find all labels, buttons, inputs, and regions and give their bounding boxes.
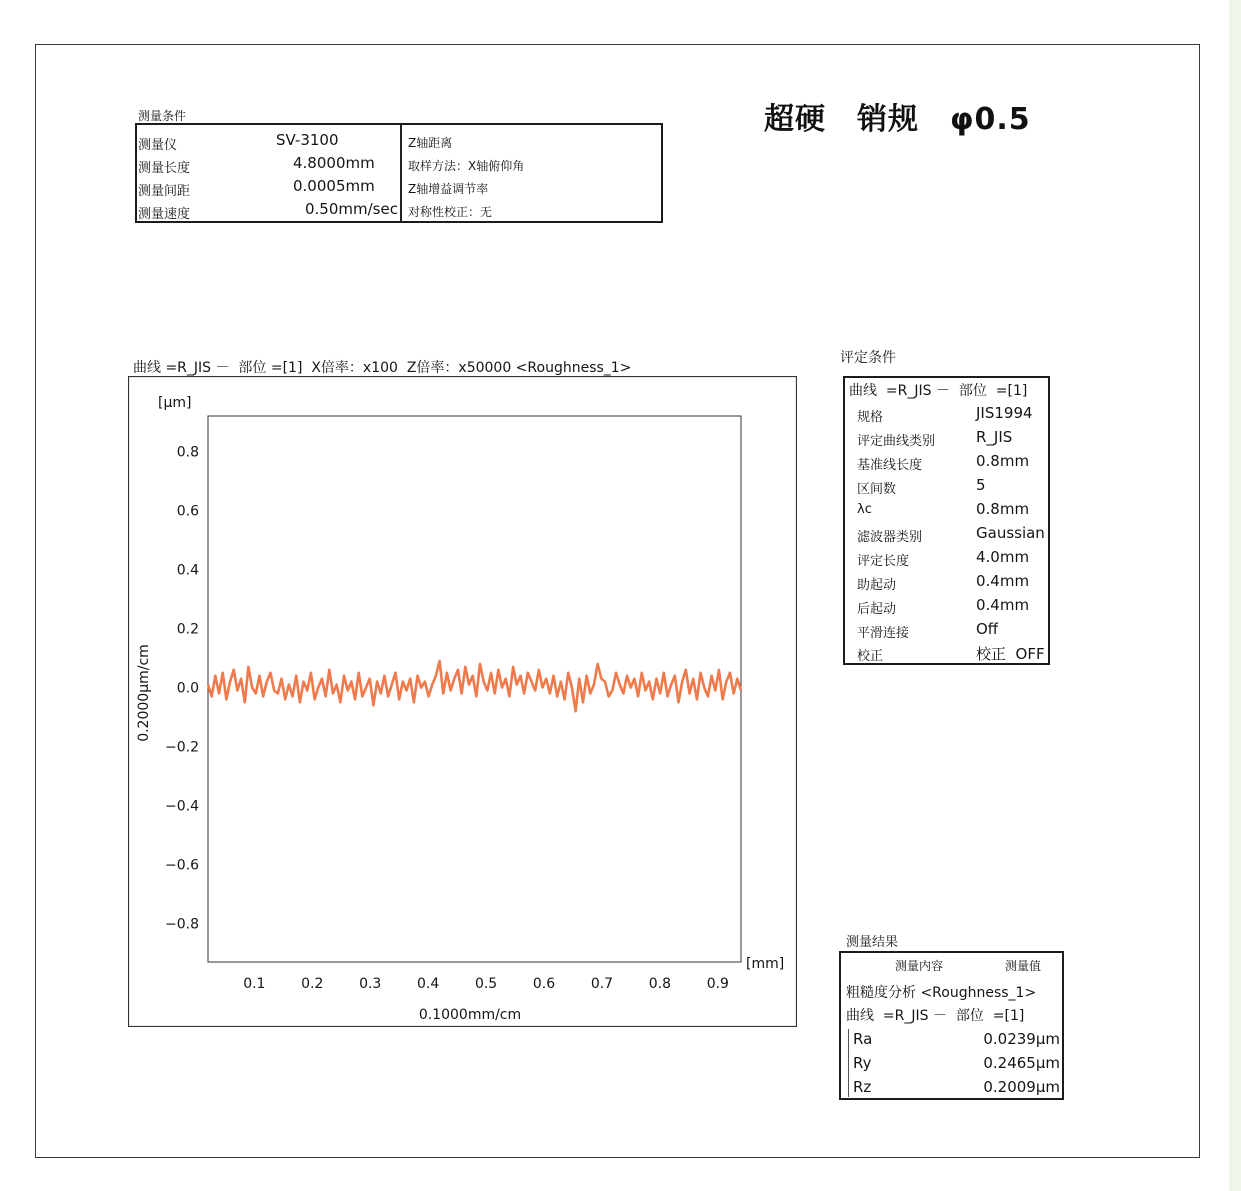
condition-note: Z轴距离 bbox=[408, 136, 453, 150]
conditions-heading: 测量条件 bbox=[138, 109, 187, 123]
x-tick-labels bbox=[243, 976, 729, 992]
x-tick-label: 0.1 bbox=[243, 976, 266, 992]
x-tick-label: 0.4 bbox=[417, 976, 440, 992]
x-tick-label: 0.7 bbox=[590, 976, 614, 992]
y-tick-label: 0.0 bbox=[176, 680, 199, 697]
evaluation-value: 5 bbox=[976, 476, 986, 494]
evaluation-value: 0.8mm bbox=[976, 452, 1030, 470]
condition-value: 0.50mm/sec bbox=[305, 200, 398, 218]
y-tick-label: 0.8 bbox=[176, 444, 199, 461]
condition-label: 测量间距 bbox=[138, 184, 191, 199]
condition-value: SV-3100 bbox=[276, 131, 339, 149]
results-column-item: 测量内容 bbox=[894, 959, 943, 973]
result-label: Ra bbox=[853, 1030, 873, 1048]
evaluation-label: 滤波器类别 bbox=[857, 530, 923, 545]
condition-label: 测量仪 bbox=[138, 138, 178, 153]
x-unit-label: [mm] bbox=[746, 956, 785, 972]
results-column-value: 测量值 bbox=[1004, 959, 1041, 973]
condition-note: 取样方法：X轴俯仰角 bbox=[408, 159, 525, 173]
evaluation-value: 0.8mm bbox=[976, 500, 1030, 518]
y-unit-label: [μm] bbox=[158, 395, 192, 411]
result-value: 0.2009μm bbox=[983, 1078, 1060, 1096]
conditions-table bbox=[135, 123, 663, 223]
evaluation-value: JIS1994 bbox=[976, 404, 1033, 422]
roughness-chart bbox=[128, 376, 797, 1027]
x-tick-label: 0.6 bbox=[532, 976, 556, 992]
y-tick-label: −0.6 bbox=[165, 857, 199, 874]
evaluation-label: λc bbox=[857, 502, 872, 517]
evaluation-label: 规格 bbox=[857, 410, 884, 425]
condition-label: 测量速度 bbox=[138, 207, 191, 222]
condition-note: 对称性校正：无 bbox=[408, 205, 493, 219]
evaluation-value: Off bbox=[976, 620, 999, 638]
evaluation-row bbox=[845, 524, 1048, 544]
result-row bbox=[841, 1030, 1062, 1050]
evaluation-value: 0.4mm bbox=[976, 596, 1030, 614]
evaluation-row bbox=[845, 596, 1048, 616]
evaluation-label: 后起动 bbox=[857, 602, 897, 617]
y-tick-label: 0.4 bbox=[176, 562, 199, 579]
evaluation-heading: 评定条件 bbox=[840, 350, 896, 366]
evaluation-row bbox=[845, 476, 1048, 496]
conditions-row bbox=[137, 154, 661, 174]
y-axis-label: 0.2000μm/cm bbox=[136, 644, 152, 742]
chart-frame bbox=[129, 377, 797, 1027]
y-tick-label: −0.2 bbox=[165, 739, 199, 756]
result-label: Ry bbox=[853, 1054, 872, 1072]
evaluation-label: 评定长度 bbox=[857, 554, 910, 569]
evaluation-curve-header: 曲线 =R_JIS － 部位 =[1] bbox=[849, 383, 1028, 399]
evaluation-value: R_JIS bbox=[976, 428, 1013, 446]
conditions-row bbox=[137, 200, 661, 220]
x-axis-label: 0.1000mm/cm bbox=[418, 1007, 522, 1023]
chart-header: 曲线 =R_JIS － 部位 =[1] X倍率：x100 Z倍率：x50000 <Roughness_1> bbox=[133, 360, 632, 376]
evaluation-label: 区间数 bbox=[857, 482, 897, 497]
condition-value: 4.8000mm bbox=[293, 154, 375, 172]
evaluation-row bbox=[845, 620, 1048, 640]
evaluation-row bbox=[845, 404, 1048, 424]
evaluation-row bbox=[845, 500, 1048, 520]
evaluation-table bbox=[843, 376, 1050, 665]
evaluation-row bbox=[845, 643, 1048, 663]
x-tick-label: 0.2 bbox=[301, 976, 324, 992]
y-tick-label: −0.4 bbox=[165, 798, 199, 815]
evaluation-row bbox=[845, 428, 1048, 448]
evaluation-value: Gaussian bbox=[976, 524, 1045, 542]
condition-value: 0.0005mm bbox=[293, 177, 375, 195]
evaluation-value: 4.0mm bbox=[976, 548, 1030, 566]
conditions-row bbox=[137, 177, 661, 197]
condition-note: Z轴增益调节率 bbox=[408, 182, 489, 196]
result-value: 0.0239μm bbox=[983, 1030, 1060, 1048]
evaluation-label: 基准线长度 bbox=[857, 458, 923, 473]
x-tick-label: 0.3 bbox=[359, 976, 382, 992]
evaluation-label: 平滑连接 bbox=[857, 626, 910, 641]
results-curve-header: 曲线 =R_JIS － 部位 =[1] bbox=[846, 1008, 1025, 1024]
y-tick-label: 0.6 bbox=[176, 503, 199, 520]
results-heading: 测量结果 bbox=[846, 935, 899, 950]
document-title: 超硬 销规 φ0.5 bbox=[764, 102, 1031, 137]
evaluation-value: 校正 OFF bbox=[976, 645, 1045, 663]
result-row bbox=[841, 1054, 1062, 1074]
evaluation-row bbox=[845, 572, 1048, 592]
x-tick-label: 0.9 bbox=[706, 976, 729, 992]
evaluation-value: 0.4mm bbox=[976, 572, 1030, 590]
x-tick-label: 0.5 bbox=[474, 976, 498, 992]
results-analysis-name: 粗糙度分析 <Roughness_1> bbox=[846, 985, 1037, 1001]
scan-edge bbox=[1229, 0, 1241, 1191]
y-tick-label: 0.2 bbox=[176, 621, 199, 638]
results-table bbox=[839, 951, 1064, 1100]
evaluation-label: 评定曲线类别 bbox=[857, 434, 936, 449]
x-tick-label: 0.8 bbox=[648, 976, 672, 992]
evaluation-row bbox=[845, 452, 1048, 472]
evaluation-label: 助起动 bbox=[857, 578, 897, 593]
conditions-row bbox=[137, 131, 661, 151]
y-tick-label: −0.8 bbox=[165, 916, 199, 933]
condition-label: 测量长度 bbox=[138, 161, 191, 176]
result-value: 0.2465μm bbox=[983, 1054, 1060, 1072]
evaluation-row bbox=[845, 548, 1048, 568]
result-label: Rz bbox=[853, 1078, 872, 1096]
result-row bbox=[841, 1078, 1062, 1098]
evaluation-label: 校正 bbox=[857, 649, 884, 664]
